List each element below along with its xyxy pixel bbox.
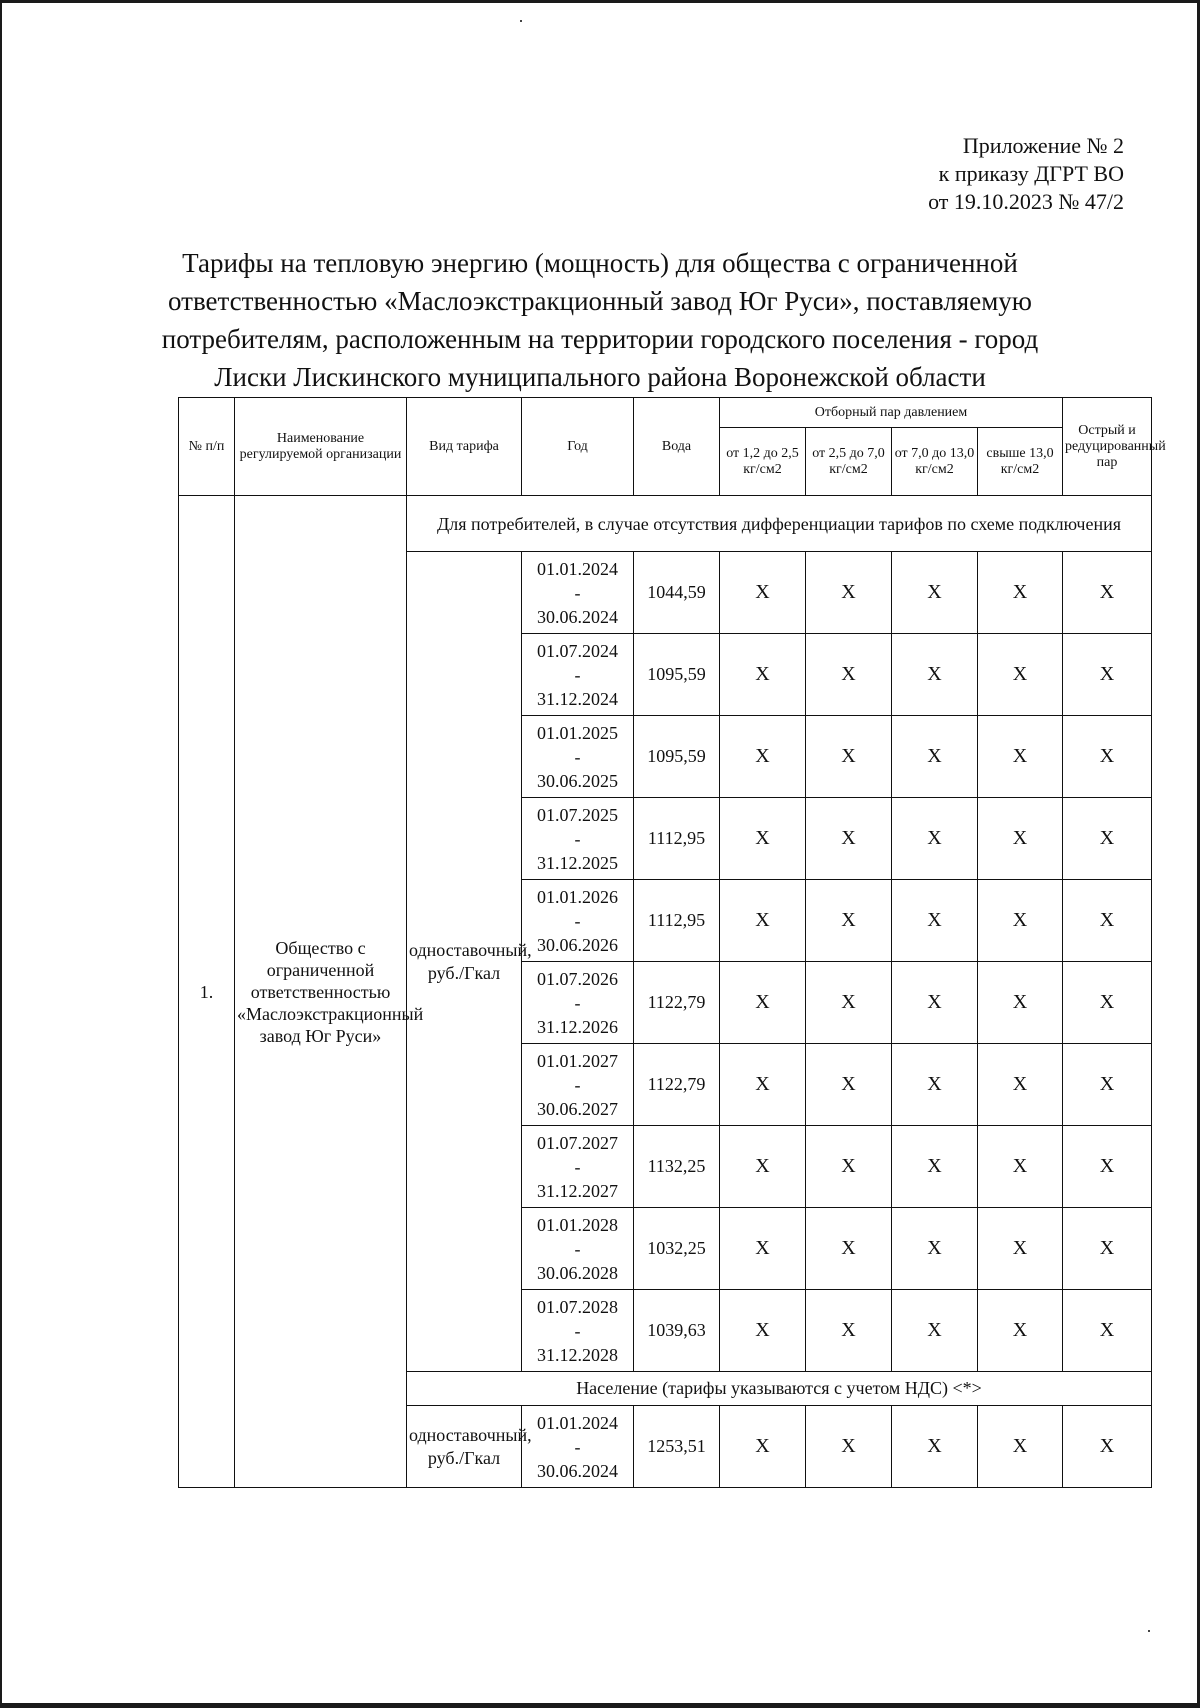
not-applicable-mark: X	[978, 880, 1063, 962]
period-cell	[522, 552, 634, 634]
not-applicable-mark: X	[1063, 552, 1152, 634]
header-steam-group: Отборный пар давлением	[720, 398, 1063, 428]
period-from: 01.07.2024	[537, 640, 618, 661]
water-tariff-value: 1095,59	[634, 634, 720, 716]
period-cell	[522, 962, 634, 1044]
not-applicable-mark: X	[720, 880, 806, 962]
tariff-table	[178, 397, 1166, 1488]
not-applicable-mark: X	[978, 798, 1063, 880]
period-to: 31.12.2026	[537, 1016, 618, 1037]
appendix-number: Приложение № 2	[962, 133, 1124, 158]
water-tariff-value: 1253,51	[634, 1406, 720, 1488]
header-steam-3: от 7,0 до 13,0 кг/см2	[892, 428, 978, 496]
period-cell	[522, 798, 634, 880]
not-applicable-mark: X	[978, 1208, 1063, 1290]
not-applicable-mark: X	[978, 1290, 1063, 1372]
section-title: Для потребителей, в случае отсутствия дифференциации тарифов по схеме подключения	[407, 496, 1152, 552]
not-applicable-mark: X	[806, 1044, 892, 1126]
header-steam-2: от 2,5 до 7,0 кг/см2	[806, 428, 892, 496]
title-line: потребителям, расположенным на территории городского поселения - город	[161, 324, 1039, 354]
not-applicable-mark: X	[892, 552, 978, 634]
header-steam-1: от 1,2 до 2,5 кг/см2	[720, 428, 806, 496]
period-sep: -	[574, 1156, 581, 1177]
not-applicable-mark: X	[892, 1290, 978, 1372]
water-tariff-value: 1122,79	[634, 1044, 720, 1126]
period-cell	[522, 634, 634, 716]
not-applicable-mark: X	[978, 1126, 1063, 1208]
scan-speck	[1148, 1630, 1150, 1632]
period-from: 01.07.2025	[537, 804, 618, 825]
water-tariff-value: 1112,95	[634, 880, 720, 962]
scan-edge-bottom	[0, 1703, 1200, 1708]
not-applicable-mark: X	[978, 552, 1063, 634]
header-water: Вода	[634, 398, 720, 496]
not-applicable-mark: X	[806, 962, 892, 1044]
not-applicable-mark: X	[1063, 716, 1152, 798]
water-tariff-value: 1044,59	[634, 552, 720, 634]
period-sep: -	[574, 1238, 581, 1259]
water-tariff-value: 1132,25	[634, 1126, 720, 1208]
period-cell	[522, 1126, 634, 1208]
period-cell	[522, 880, 634, 962]
not-applicable-mark: X	[1063, 1406, 1152, 1488]
not-applicable-mark: X	[806, 880, 892, 962]
period-to: 30.06.2024	[537, 606, 618, 627]
not-applicable-mark: X	[892, 634, 978, 716]
period-from: 01.01.2026	[537, 886, 618, 907]
header-org: Наименование регулируемой организации	[235, 398, 407, 496]
header-num: № п/п	[179, 398, 235, 496]
not-applicable-mark: X	[892, 1126, 978, 1208]
period-from: 01.01.2025	[537, 722, 618, 743]
not-applicable-mark: X	[1063, 798, 1152, 880]
not-applicable-mark: X	[1063, 1290, 1152, 1372]
period-to: 30.06.2024	[537, 1460, 618, 1481]
period-sep: -	[574, 910, 581, 931]
not-applicable-mark: X	[978, 716, 1063, 798]
not-applicable-mark: X	[978, 1406, 1063, 1488]
period-to: 31.12.2028	[537, 1344, 618, 1365]
period-sep: -	[574, 582, 581, 603]
not-applicable-mark: X	[720, 798, 806, 880]
not-applicable-mark: X	[806, 634, 892, 716]
appendix-date: от 19.10.2023 № 47/2	[928, 189, 1124, 214]
not-applicable-mark: X	[806, 798, 892, 880]
period-from: 01.07.2027	[537, 1132, 618, 1153]
not-applicable-mark: X	[720, 1208, 806, 1290]
period-sep: -	[574, 664, 581, 685]
water-tariff-value: 1112,95	[634, 798, 720, 880]
period-to: 30.06.2025	[537, 770, 618, 791]
header-sharp-steam: Острый и редуцированный пар	[1063, 398, 1152, 496]
period-cell	[522, 1290, 634, 1372]
not-applicable-mark: X	[1063, 1208, 1152, 1290]
period-to: 30.06.2026	[537, 934, 618, 955]
period-cell	[522, 1208, 634, 1290]
period-to: 31.12.2025	[537, 852, 618, 873]
period-sep: -	[574, 1074, 581, 1095]
period-to: 30.06.2028	[537, 1262, 618, 1283]
title-line: ответственностью «Маслоэкстракционный завод Юг Руси», поставляемую	[168, 286, 1032, 316]
not-applicable-mark: X	[1063, 962, 1152, 1044]
not-applicable-mark: X	[1063, 880, 1152, 962]
not-applicable-mark: X	[892, 716, 978, 798]
not-applicable-mark: X	[978, 1044, 1063, 1126]
not-applicable-mark: X	[720, 1044, 806, 1126]
not-applicable-mark: X	[720, 1126, 806, 1208]
not-applicable-mark: X	[720, 716, 806, 798]
water-tariff-value: 1095,59	[634, 716, 720, 798]
not-applicable-mark: X	[720, 1406, 806, 1488]
period-cell	[522, 1406, 634, 1488]
not-applicable-mark: X	[806, 1290, 892, 1372]
water-tariff-value: 1032,25	[634, 1208, 720, 1290]
period-sep: -	[574, 1320, 581, 1341]
period-from: 01.01.2024	[537, 1412, 618, 1433]
period-sep: -	[574, 992, 581, 1013]
not-applicable-mark: X	[892, 962, 978, 1044]
scan-speck	[520, 20, 522, 22]
header-tariff-type: Вид тарифа	[407, 398, 522, 496]
period-sep: -	[574, 1436, 581, 1457]
not-applicable-mark: X	[806, 1406, 892, 1488]
not-applicable-mark: X	[892, 1406, 978, 1488]
not-applicable-mark: X	[892, 798, 978, 880]
not-applicable-mark: X	[892, 880, 978, 962]
document-title	[150, 244, 1050, 396]
not-applicable-mark: X	[892, 1044, 978, 1126]
period-from: 01.07.2026	[537, 968, 618, 989]
not-applicable-mark: X	[978, 962, 1063, 1044]
title-line: Лиски Лискинского муниципального района Воронежской области	[214, 362, 986, 392]
tariff-type-cell: одноставочный, руб./Гкал	[407, 1406, 522, 1488]
header-year: Год	[522, 398, 634, 496]
not-applicable-mark: X	[720, 552, 806, 634]
not-applicable-mark: X	[978, 634, 1063, 716]
not-applicable-mark: X	[806, 1208, 892, 1290]
period-to: 31.12.2024	[537, 688, 618, 709]
not-applicable-mark: X	[1063, 1126, 1152, 1208]
tariff-type-cell: одноставочный, руб./Гкал	[407, 552, 522, 1372]
not-applicable-mark: X	[1063, 634, 1152, 716]
appendix-reference	[928, 132, 1124, 216]
period-from: 01.01.2024	[537, 558, 618, 579]
water-tariff-value: 1039,63	[634, 1290, 720, 1372]
organization-name: Общество с ограниченной ответственностью «Маслоэкстракционный завод Юг Руси»	[235, 496, 407, 1488]
period-sep: -	[574, 746, 581, 767]
period-from: 01.01.2027	[537, 1050, 618, 1071]
not-applicable-mark: X	[892, 1208, 978, 1290]
row-number: 1.	[179, 496, 235, 1488]
period-to: 30.06.2027	[537, 1098, 618, 1119]
appendix-order: к приказу ДГРТ ВО	[938, 161, 1124, 186]
period-sep: -	[574, 828, 581, 849]
header-steam-4: свыше 13,0 кг/см2	[978, 428, 1063, 496]
not-applicable-mark: X	[720, 1290, 806, 1372]
not-applicable-mark: X	[1063, 1044, 1152, 1126]
not-applicable-mark: X	[720, 634, 806, 716]
title-line: Тарифы на тепловую энергию (мощность) для общества с ограниченной	[182, 248, 1018, 278]
not-applicable-mark: X	[806, 716, 892, 798]
period-from: 01.01.2028	[537, 1214, 618, 1235]
period-cell	[522, 716, 634, 798]
period-cell	[522, 1044, 634, 1126]
period-from: 01.07.2028	[537, 1296, 618, 1317]
period-to: 31.12.2027	[537, 1180, 618, 1201]
scan-edge-top	[0, 0, 1200, 3]
scan-edge-left	[0, 0, 2, 1708]
not-applicable-mark: X	[806, 1126, 892, 1208]
not-applicable-mark: X	[720, 962, 806, 1044]
section-title: Население (тарифы указываются с учетом НДС) <*>	[407, 1372, 1152, 1406]
water-tariff-value: 1122,79	[634, 962, 720, 1044]
not-applicable-mark: X	[806, 552, 892, 634]
